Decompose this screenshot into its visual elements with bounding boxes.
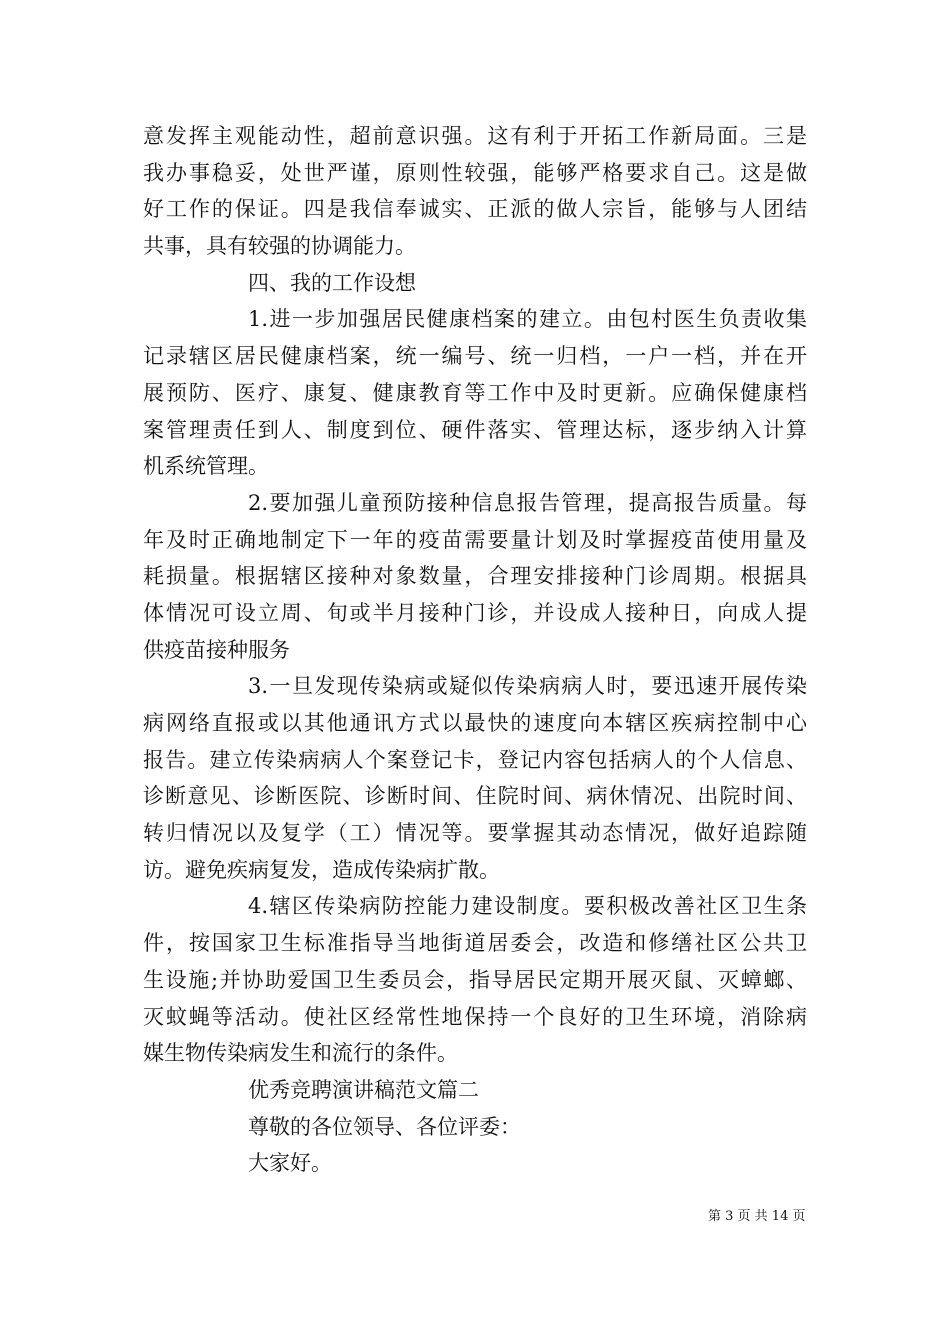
text-line: 年及时正确地制定下一年的疫苗需要量计划及时掌握疫苗使用量及 (143, 527, 807, 552)
text-line: 优秀竞聘演讲稿范文篇二 (248, 1077, 479, 1102)
paragraph (143, 888, 807, 1071)
document-body (143, 118, 807, 1182)
paragraph (143, 485, 807, 668)
text-line: 报告。建立传染病病人个案登记卡，登记内容包括病人的个人信息、 (143, 747, 807, 772)
page-footer: 第 3 页 共 14 页 (708, 1209, 806, 1224)
text-line: 3.一旦发现传染病或疑似传染病病人时，要迅速开展传染 (248, 674, 807, 699)
text-line: 访。避免疾病复发，造成传染病扩散。 (143, 857, 500, 882)
text-line: 诊断意见、诊断医院、诊断时间、住院时间、病休情况、出院时间、 (143, 784, 807, 809)
paragraph (143, 1109, 807, 1146)
text-line: 好工作的保证。四是我信奉诚实、正派的做人宗旨，能够与人团结 (143, 197, 807, 222)
text-line: 机系统管理。 (143, 454, 269, 479)
text-line: 转归情况以及复学（工）情况等。要掌握其动态情况，做好追踪随 (143, 821, 807, 846)
text-line: 2.要加强儿童预防接种信息报告管理，提高报告质量。每 (248, 490, 807, 515)
text-line: 1.进一步加强居民健康档案的建立。由包村医生负责收集 (248, 307, 807, 332)
text-line: 耗损量。根据辖区接种对象数量，合理安排接种门诊周期。根据具 (143, 564, 807, 589)
paragraph (143, 301, 807, 484)
paragraph (143, 118, 807, 265)
text-line: 体情况可设立周、旬或半月接种门诊，并设成人接种日，向成人提 (143, 600, 807, 625)
text-line: 记录辖区居民健康档案，统一编号、统一归档，一户一档，并在开 (143, 344, 807, 369)
paragraph (143, 1072, 807, 1109)
text-line: 件，按国家卫生标准指导当地街道居委会，改造和修缮社区公共卫 (143, 931, 807, 956)
text-line: 供疫苗接种服务 (143, 637, 290, 662)
text-line: 4.辖区传染病防控能力建设制度。要积极改善社区卫生条 (248, 894, 807, 919)
paragraph (143, 265, 807, 302)
text-line: 展预防、医疗、康复、健康教育等工作中及时更新。应确保健康档 (143, 380, 807, 405)
text-line: 媒生物传染病发生和流行的条件。 (143, 1041, 458, 1066)
text-line: 生设施;并协助爱国卫生委员会，指导居民定期开展灭鼠、灭蟑螂、 (143, 967, 807, 992)
text-line: 灭蚊蝇等活动。使社区经常性地保持一个良好的卫生环境，消除病 (143, 1004, 807, 1029)
text-line: 案管理责任到人、制度到位、硬件落实、管理达标，逐步纳入计算 (143, 417, 807, 442)
paragraph (143, 668, 807, 888)
paragraph (143, 1145, 807, 1182)
text-line: 病网络直报或以其他通讯方式以最快的速度向本辖区疾病控制中心 (143, 711, 807, 735)
text-line: 尊敬的各位领导、各位评委： (248, 1114, 521, 1139)
text-line: 共事，具有较强的协调能力。 (143, 234, 416, 259)
text-line: 我办事稳妥，处世严谨，原则性较强，能够严格要求自己。这是做 (143, 160, 807, 185)
text-line: 大家好。 (248, 1151, 332, 1176)
text-line: 四、我的工作设想 (248, 270, 416, 295)
text-line: 意发挥主观能动性，超前意识强。这有利于开拓工作新局面。三是 (143, 124, 807, 148)
